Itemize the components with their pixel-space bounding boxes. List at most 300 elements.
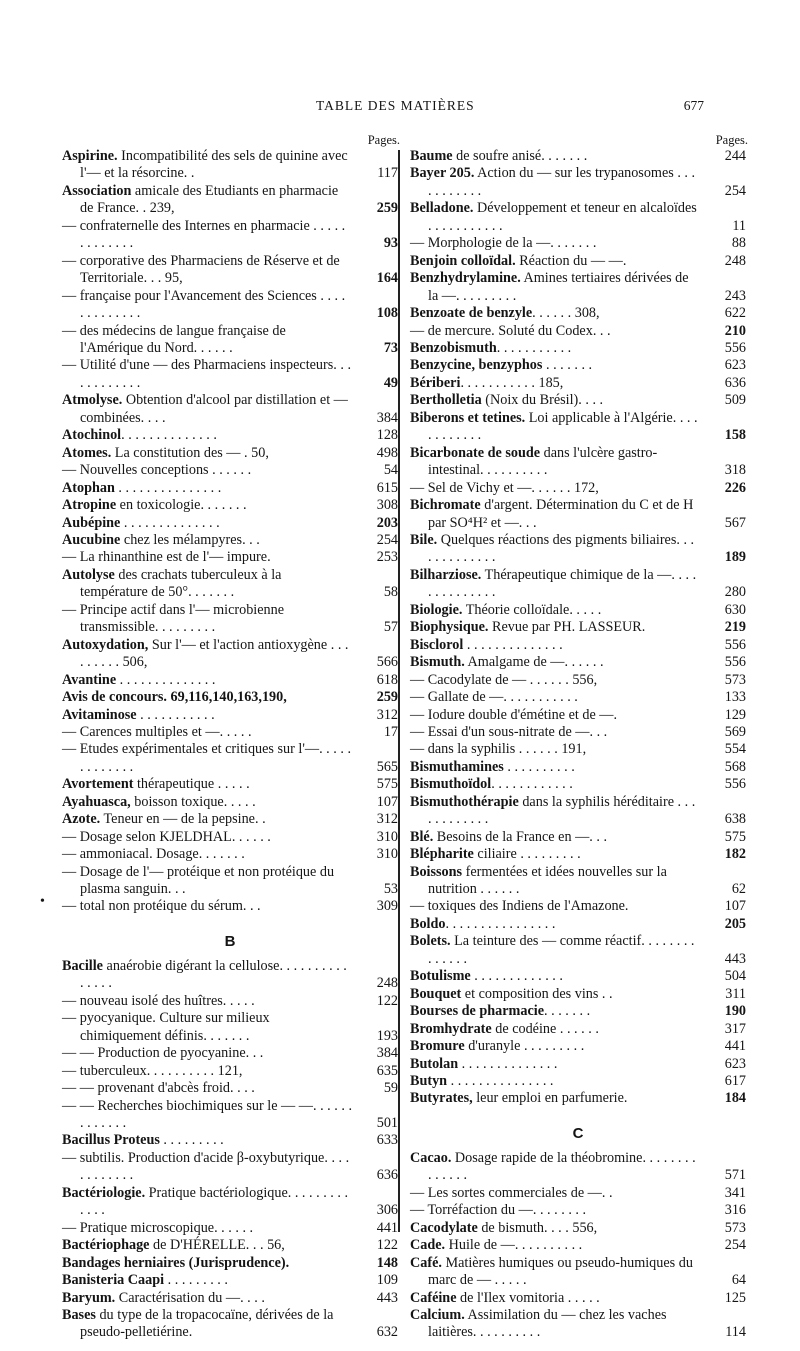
- entry-text: [410, 968, 700, 985]
- entry-text: [410, 1185, 700, 1202]
- entry-headword: Boissons: [410, 863, 463, 880]
- entry-text: [62, 829, 352, 846]
- index-entry: [410, 846, 746, 863]
- entry-text: [410, 1307, 700, 1342]
- entry-description: La constitution des — . 50,: [111, 444, 269, 461]
- page-number: 677: [683, 98, 704, 113]
- entry-page: 17: [383, 723, 398, 740]
- index-entry: [410, 567, 746, 602]
- entry-headword: Bismuthothérapie: [410, 793, 519, 810]
- entry-page: 62: [731, 881, 746, 898]
- entry-text: [410, 235, 700, 252]
- index-entry: [410, 1073, 746, 1090]
- index-entry: [62, 1255, 398, 1272]
- entry-text: [62, 392, 352, 427]
- entry-page: 184: [724, 1090, 746, 1107]
- entry-page: 566: [376, 654, 398, 671]
- entry-text: [62, 567, 352, 602]
- index-entry: [410, 1290, 746, 1307]
- entry-page: 618: [376, 671, 398, 688]
- entry-description: ciliaire . . . . . . . . .: [473, 846, 581, 863]
- index-column-left: [62, 132, 398, 1342]
- entry-text: [62, 993, 352, 1010]
- entry-page: 341: [724, 1184, 746, 1201]
- index-entry: [62, 724, 398, 741]
- index-entry: [410, 480, 746, 497]
- entry-description: — Cacodylate de — . . . . . . 556,: [410, 671, 598, 688]
- entry-headword: Bismuthamines: [410, 758, 504, 775]
- entry-page: 122: [376, 1237, 398, 1254]
- entry-headword: Biberons et tetines.: [410, 409, 526, 426]
- entry-description: thérapeutique . . . . .: [133, 776, 250, 793]
- entry-headword: Cacodylate: [410, 1219, 478, 1236]
- entry-page: 573: [724, 1219, 746, 1236]
- entry-text: [62, 515, 352, 532]
- section-letter-c: C: [572, 1124, 584, 1142]
- index-entry: [410, 1202, 746, 1219]
- index-entry: [62, 1307, 398, 1342]
- entry-page: 53: [383, 881, 398, 898]
- entry-text: [410, 1003, 700, 1020]
- entry-text: [410, 741, 700, 758]
- index-entry: [62, 549, 398, 566]
- index-entry: [410, 933, 746, 968]
- entry-headword: Atophan: [62, 479, 115, 496]
- index-entry: [410, 323, 746, 340]
- entry-headword: Bromhydrate: [410, 1020, 492, 1037]
- entry-page: 311: [725, 985, 746, 1002]
- index-entry: [62, 183, 398, 218]
- entry-description: — Torréfaction du —. . . . . . . .: [410, 1202, 587, 1219]
- entry-text: [62, 1307, 352, 1342]
- entry-text: [410, 619, 700, 636]
- entry-text: [62, 724, 352, 741]
- index-entry: [62, 846, 398, 863]
- entry-text: [410, 270, 700, 305]
- index-entry: [410, 741, 746, 758]
- entry-text: [62, 288, 352, 323]
- entry-description: — nouveau isolé des huîtres. . . . .: [62, 992, 255, 1009]
- entry-text: [62, 427, 352, 444]
- entry-headword: Belladone.: [410, 200, 474, 217]
- index-entry: [62, 1237, 398, 1254]
- index-entry: [410, 375, 746, 392]
- index-entry: [410, 165, 746, 200]
- entry-page: 253: [376, 549, 398, 566]
- entry-description: (Noix du Brésil). . . .: [481, 392, 604, 409]
- index-entry: [410, 253, 746, 270]
- column-divider: [398, 150, 400, 1232]
- entry-description: . . . . . . . . . . . .: [491, 776, 573, 793]
- entry-page: 109: [376, 1272, 398, 1289]
- entry-text: [62, 602, 352, 637]
- index-entry: [410, 445, 746, 480]
- entry-page: 443: [376, 1289, 398, 1306]
- entry-text: [410, 1056, 700, 1073]
- index-entry: [410, 148, 746, 165]
- entry-page: 568: [724, 758, 746, 775]
- running-title: TABLE DES MATIÈRES: [316, 98, 475, 113]
- entry-description: . . . . . . . . . . .: [136, 706, 215, 723]
- index-entry: [62, 427, 398, 444]
- index-entry: [410, 619, 746, 636]
- entry-description: du type de la tropacocaïne, dérivées de la pseudo-pelletiérine.: [80, 1307, 334, 1341]
- index-entry: [410, 497, 746, 532]
- entry-text: [62, 480, 352, 497]
- entry-headword: Aspirine.: [62, 148, 118, 164]
- entry-page: 310: [376, 846, 398, 863]
- entry-description: La teinture des — comme réactif. . . . . . . . . . . . . .: [428, 933, 695, 967]
- entry-text: [410, 410, 700, 445]
- entry-page: 567: [724, 514, 746, 531]
- page-header: [0, 98, 800, 118]
- entry-text: [410, 253, 700, 270]
- entry-page: 623: [724, 1055, 746, 1072]
- entry-page: 254: [724, 1237, 746, 1254]
- index-entry: [62, 148, 398, 183]
- index-entry: [62, 1272, 398, 1289]
- entry-description: — Principe actif dans l'— microbienne transmissible. . . . . . . . .: [62, 601, 285, 636]
- entry-text: [410, 672, 700, 689]
- section-letter-b: B: [224, 932, 236, 950]
- entry-description: Dosage rapide de la théobromine. . . . . . . . . . . . . .: [428, 1149, 696, 1184]
- entry-headword: Bactériologie.: [62, 1184, 146, 1201]
- entry-description: fermentées et idées nouvelles sur la nutrition . . . . . .: [428, 863, 667, 898]
- entry-description: . . . . . . . . . . . . . .: [458, 1055, 558, 1072]
- index-entry: [410, 200, 746, 235]
- entry-page: 133: [724, 689, 746, 706]
- entry-text: [410, 846, 700, 863]
- index-entry: [62, 1098, 398, 1133]
- entry-description: — Iodure double d'émétine et de —.: [410, 706, 618, 723]
- entry-text: [62, 549, 352, 566]
- entry-description: Action du — sur les trypanosomes . . . . . . . . . . .: [428, 165, 696, 199]
- entry-page: 571: [724, 1167, 746, 1184]
- index-entry: [410, 986, 746, 1003]
- index-entry: [62, 323, 398, 358]
- entry-description: . . . . . . . . . . .: [496, 339, 572, 356]
- entry-description: . . . . . . . . . . . 185,: [460, 374, 564, 391]
- entry-description: . . . . . . . . .: [164, 1272, 228, 1289]
- entry-page: 615: [376, 479, 398, 496]
- entry-headword: Benzobismuth: [410, 339, 497, 356]
- entry-description: . . . . . . . . . . . . . . . .: [445, 915, 556, 932]
- entry-page: 54: [383, 462, 398, 479]
- entry-description: dans la syphilis héréditaire . . . . . . . . . . . .: [428, 793, 696, 828]
- entry-page: 309: [376, 898, 398, 915]
- entry-description: — Nouvelles conceptions . . . . . .: [62, 462, 252, 479]
- entry-headword: Bile.: [410, 531, 438, 548]
- entry-text: [410, 497, 700, 532]
- entry-text: [410, 1021, 700, 1038]
- entry-text: [410, 1220, 700, 1237]
- index-entry: [62, 1010, 398, 1045]
- entry-headword: Avis de concours.: [62, 689, 167, 706]
- index-entry: [410, 1021, 746, 1038]
- entry-description: de codéine . . . . . .: [491, 1020, 599, 1037]
- index-entry: [62, 1063, 398, 1080]
- entry-headword: Butolan: [410, 1055, 459, 1072]
- entry-page: 617: [724, 1073, 746, 1090]
- entry-description: — Les sortes commerciales de —. .: [410, 1184, 613, 1201]
- entry-description: — Carences multiples et —. . . . .: [62, 723, 252, 740]
- index-entry: [410, 1307, 746, 1342]
- entry-page: 556: [724, 654, 746, 671]
- entry-text: [410, 654, 700, 671]
- entry-headword: Aubépine: [62, 514, 121, 531]
- entry-text: [410, 898, 700, 915]
- entry-text: [62, 846, 352, 863]
- entry-description: Teneur en — de la pepsine. .: [100, 811, 266, 828]
- entry-page: 58: [383, 584, 398, 601]
- entry-text: [410, 165, 700, 200]
- index-entry: [62, 1220, 398, 1237]
- entry-description: — des médecins de langue française de l'Amérique du Nord. . . . . .: [62, 322, 286, 356]
- entry-page: 129: [724, 706, 746, 723]
- entry-description: Pratique bactériologique. . . . . . . . . . . . .: [80, 1184, 349, 1219]
- entry-page: 254: [724, 182, 746, 199]
- entry-page: 107: [376, 793, 398, 810]
- entry-page: 575: [724, 828, 746, 845]
- entry-description: Huile de —. . . . . . . . . .: [445, 1237, 583, 1254]
- pages-heading: Pages.: [367, 133, 400, 147]
- entry-page: 441: [724, 1038, 746, 1055]
- entry-description: leur emploi en parfumerie.: [472, 1090, 628, 1107]
- entry-headword: Azote.: [62, 811, 101, 828]
- index-entry: [62, 288, 398, 323]
- entry-text: [410, 829, 700, 846]
- entry-page: 259: [376, 200, 398, 217]
- index-entry: [410, 916, 746, 933]
- entry-description: — total non protéique du sérum. . .: [62, 898, 261, 915]
- entry-description: boisson toxique. . . . .: [130, 793, 256, 810]
- entry-page: 128: [376, 427, 398, 444]
- entry-page: 318: [724, 462, 746, 479]
- entry-page: 498: [376, 444, 398, 461]
- index-entry: [62, 1185, 398, 1220]
- entry-page: 243: [724, 287, 746, 304]
- entry-page: 108: [376, 305, 398, 322]
- index-entry: [410, 1255, 746, 1290]
- entry-text: [62, 689, 352, 706]
- entry-text: [62, 1098, 352, 1133]
- index-entry: [62, 462, 398, 479]
- entry-headword: Aucubine: [62, 531, 121, 548]
- index-entry: [62, 811, 398, 828]
- entry-text: [410, 305, 700, 322]
- entry-text: [410, 532, 700, 567]
- index-entry: [62, 1132, 398, 1149]
- pages-heading: Pages.: [715, 133, 748, 147]
- index-entry: [410, 1056, 746, 1073]
- index-entry: [62, 864, 398, 899]
- entry-text: [62, 637, 352, 672]
- index-entry: [410, 340, 746, 357]
- entry-page: 312: [376, 706, 398, 723]
- entry-text: [410, 724, 700, 741]
- entry-page: 632: [376, 1324, 398, 1341]
- entry-text: [410, 602, 700, 619]
- entry-description: . . . . . . 308,: [532, 305, 600, 322]
- entry-description: Amines tertiaires dérivées de la —. . . . . . . . .: [428, 270, 689, 304]
- entry-headword: Bacille: [62, 957, 103, 974]
- entry-page: 57: [383, 619, 398, 636]
- entry-page: 158: [724, 427, 746, 444]
- entry-page: 569: [724, 723, 746, 740]
- index-entry: [410, 305, 746, 322]
- entry-text: [62, 1237, 352, 1254]
- entry-description: . . . . . . .: [544, 1003, 591, 1020]
- entry-description: Thérapeutique chimique de la —. . . . . . . . . . . . . .: [428, 566, 697, 601]
- entry-page: 443: [724, 950, 746, 967]
- entry-text: [410, 1090, 700, 1107]
- entry-text: [62, 497, 352, 514]
- entry-page: 384: [376, 409, 398, 426]
- index-entry: [410, 270, 746, 305]
- entry-description: amicale des Etudiants en pharmacie de France. . 239,: [80, 182, 339, 217]
- entry-text: [62, 1220, 352, 1237]
- entry-text: [62, 1132, 352, 1149]
- entry-headword: Bicarbonate de soude: [410, 444, 541, 461]
- entry-headword: Café.: [410, 1254, 442, 1271]
- entry-text: [62, 1063, 352, 1080]
- entry-page: 638: [724, 811, 746, 828]
- entry-description: chez les mélampyres. . .: [120, 531, 260, 548]
- entry-page: 312: [376, 811, 398, 828]
- entry-page: 636: [376, 1167, 398, 1184]
- index-entry: [62, 672, 398, 689]
- entry-description: . . . . . . . . . . . . . .: [121, 427, 217, 444]
- index-entry: [410, 637, 746, 654]
- entry-headword: Bismuthoïdol: [410, 776, 492, 793]
- entry-text: [62, 1255, 352, 1272]
- entry-description: de bismuth. . . . 556,: [477, 1219, 598, 1236]
- entry-page: 64: [731, 1272, 746, 1289]
- index-entry: [410, 968, 746, 985]
- entry-text: [410, 776, 700, 793]
- index-entry: [410, 410, 746, 445]
- entry-description: des crachats tuberculeux à la température de 50°. . . . . . .: [80, 566, 282, 601]
- entry-description: Quelques réactions des pigments biliaires. . . . . . . . . . . . .: [428, 531, 695, 566]
- entry-description: Réaction du — —.: [515, 252, 627, 269]
- entry-text: [410, 357, 700, 374]
- entry-page: 316: [724, 1202, 746, 1219]
- entry-description: . . . . . . . . . . . . . .: [120, 514, 220, 531]
- index-entry: [410, 1185, 746, 1202]
- entry-description: — ammoniacal. Dosage. . . . . . .: [62, 846, 245, 863]
- entry-headword: Bouquet: [410, 985, 462, 1002]
- entry-headword: Bolets.: [410, 933, 451, 950]
- entry-text: [410, 1290, 700, 1307]
- index-entry: [410, 759, 746, 776]
- index-entry: [410, 532, 746, 567]
- entry-description: d'uranyle . . . . . . . . .: [464, 1038, 585, 1055]
- entry-text: [62, 183, 352, 218]
- entry-description: — Dosage de l'— protéique et non protéique du plasma sanguin. . .: [62, 863, 335, 898]
- index-entry: [62, 1290, 398, 1307]
- entry-text: [62, 1272, 352, 1289]
- entry-description: — française pour l'Avancement des Sciences . . . . . . . . . . . . .: [62, 287, 346, 322]
- entry-headword: Avortement: [62, 776, 134, 793]
- entry-text: [62, 1045, 352, 1062]
- entry-text: [410, 1038, 700, 1055]
- entry-page: 164: [376, 270, 398, 287]
- index-entry: [410, 654, 746, 671]
- entry-text: [62, 672, 352, 689]
- index-entry: [410, 707, 746, 724]
- entry-description: . . . . . . .: [542, 357, 593, 374]
- entry-description: — tuberculeux. . . . . . . . . . 121,: [62, 1062, 243, 1079]
- entry-headword: Bichromate: [410, 497, 481, 514]
- entry-page: 248: [376, 975, 398, 992]
- entry-text: [410, 1237, 700, 1254]
- entry-text: [410, 707, 700, 724]
- entry-text: [62, 1150, 352, 1185]
- entry-description: 69,116,140,163,190,: [166, 689, 287, 706]
- entry-headword: Bourses de pharmacie: [410, 1003, 544, 1020]
- entry-page: 501: [376, 1115, 398, 1132]
- entry-headword: Blé.: [410, 828, 434, 845]
- entry-text: [62, 1185, 352, 1220]
- entry-headword: Autoxydation,: [62, 636, 149, 653]
- entry-page: 573: [724, 671, 746, 688]
- entry-page: 623: [724, 357, 746, 374]
- entry-text: [62, 148, 352, 183]
- entry-text: [410, 375, 700, 392]
- entry-description: . . . . . . . . . . . . . . .: [447, 1073, 554, 1090]
- entry-description: — — Recherches biochimiques sur le — —. . . . . . . . . . . . .: [62, 1097, 352, 1132]
- entry-headword: Autolyse: [62, 566, 115, 583]
- entry-description: Développement et teneur en alcaloïdes . . . . . . . . . . .: [428, 200, 697, 234]
- entry-headword: Atmolyse.: [62, 392, 123, 409]
- entry-headword: Calcium.: [410, 1307, 465, 1323]
- entry-headword: Bismuth.: [410, 654, 465, 671]
- entry-headword: Atomes.: [62, 444, 112, 461]
- entry-page: 636: [724, 374, 746, 391]
- entry-text: [410, 1073, 700, 1090]
- entry-headword: Bayer 205.: [410, 165, 475, 182]
- entry-page: 441: [376, 1219, 398, 1236]
- index-entry: [62, 532, 398, 549]
- entry-page: 205: [724, 915, 746, 932]
- entry-text: [62, 794, 352, 811]
- entry-text: [410, 323, 700, 340]
- entry-text: [62, 958, 352, 993]
- entry-description: — Pratique microscopique. . . . . .: [62, 1219, 254, 1236]
- entry-description: Matières humiques ou pseudo-humiques du marc de — . . . . .: [428, 1254, 693, 1289]
- entry-headword: Bisclorol: [410, 636, 464, 653]
- index-column-right: [410, 132, 746, 1342]
- entry-text: [62, 898, 352, 915]
- index-entry: [410, 1038, 746, 1055]
- entry-page: 259: [376, 689, 398, 706]
- entry-description: — Etudes expérimentales et critiques sur l'—. . . . . . . . . . . . .: [62, 741, 351, 775]
- entry-page: 565: [376, 758, 398, 775]
- index-entry: [62, 1150, 398, 1185]
- entry-text: [62, 532, 352, 549]
- entry-page: 73: [383, 339, 398, 356]
- entry-description: de soufre anisé. . . . . . .: [452, 148, 588, 164]
- index-entry: [410, 672, 746, 689]
- entry-text: [410, 480, 700, 497]
- entry-headword: Biophysique.: [410, 619, 489, 636]
- entry-headword: Butyn: [410, 1073, 448, 1090]
- entry-headword: Biologie.: [410, 601, 463, 618]
- entry-text: [410, 148, 700, 165]
- index-entry: [62, 707, 398, 724]
- entry-text: [62, 707, 352, 724]
- entry-description: de D'HÉRELLE. . . 56,: [149, 1237, 285, 1254]
